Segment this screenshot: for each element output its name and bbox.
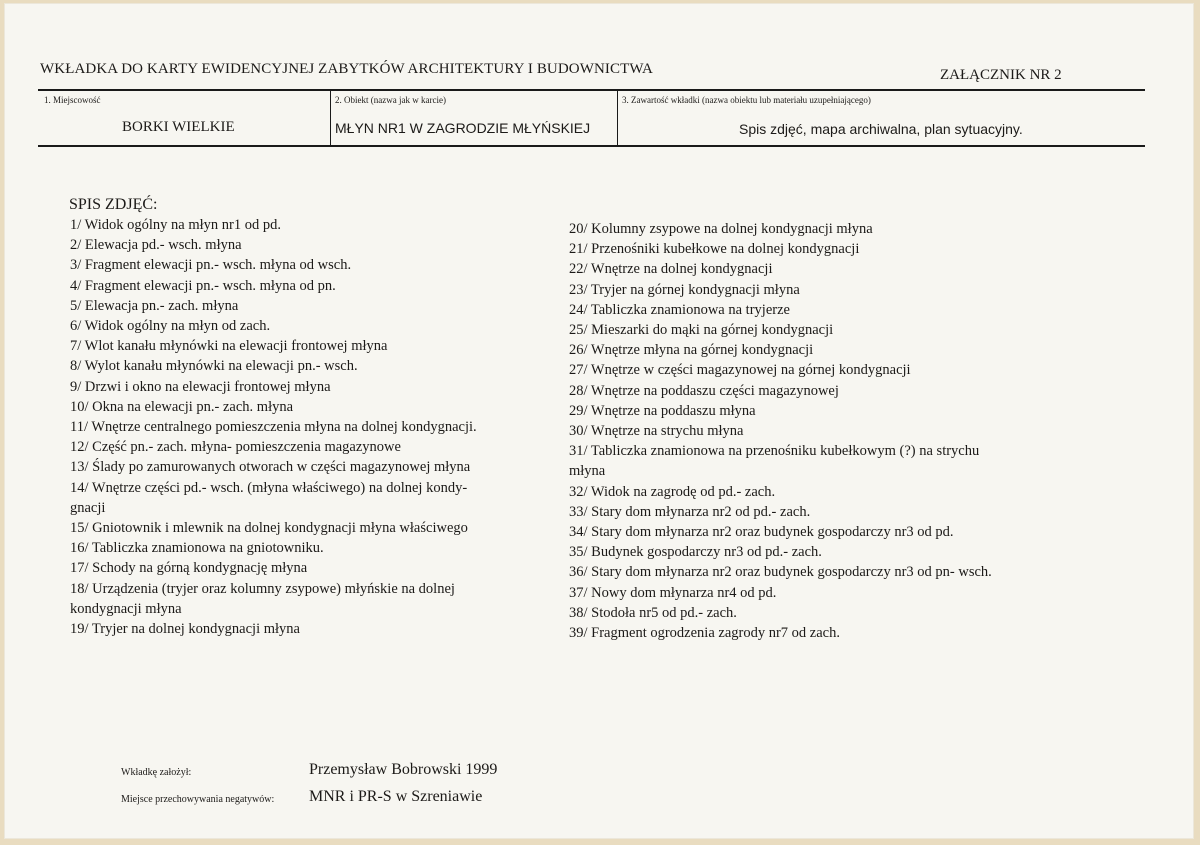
document-page (4, 3, 1194, 839)
author-value: Przemysław Bobrowski 1999 (309, 761, 498, 778)
locality-value: BORKI WIELKIE (122, 119, 235, 135)
object-value: MŁYN NR1 W ZAGRODZIE MŁYŃSKIEJ (335, 120, 591, 136)
photo-list-item: 22/ Wnętrze na dolnej kondygnacji (569, 261, 773, 278)
photo-list-item: 30/ Wnętrze na strychu młyna (569, 423, 744, 440)
photo-list-item: 18/ Urządzenia (tryjer oraz kolumny zsypowe) młyńskie na dolnej (70, 580, 455, 597)
photo-list-item: 14/ Wnętrze części pd.- wsch. (młyna właściwego) na dolnej kondy- (70, 479, 468, 496)
photo-list-item: 6/ Widok ogólny na młyn od zach. (70, 318, 271, 335)
photo-list-item: 21/ Przenośniki kubełkowe na dolnej kondygnacji (569, 241, 860, 258)
storage-label: Miejsce przechowywania negatywów: (121, 794, 275, 805)
photo-list-item: 3/ Fragment elewacji pn.- wsch. młyna od wsch. (70, 257, 352, 274)
photo-list-item: 29/ Wnętrze na poddaszu młyna (569, 402, 756, 419)
photo-list-item: 32/ Widok na zagrodę od pd.- zach. (569, 483, 776, 500)
photo-list-item: 20/ Kolumny zsypowe na dolnej kondygnacji młyna (569, 221, 873, 237)
photo-list-item: 9/ Drzwi i okno na elewacji frontowej młyna (70, 378, 331, 395)
photo-list-item: młyna (569, 463, 606, 480)
photo-list-item: 12/ Część pn.- zach. młyna- pomieszczenia magazynowe (70, 439, 401, 456)
photo-list-item: 36/ Stary dom młynarza nr2 oraz budynek gospodarczy nr3 od pn- wsch. (569, 564, 992, 581)
photo-list-left-column (70, 215, 548, 639)
photo-list-item: 13/ Ślady po zamurowanych otworach w części magazynowej młyna (70, 459, 471, 476)
object-label: 2. Obiekt (nazwa jak w karcie) (335, 95, 446, 105)
photo-list-item: 27/ Wnętrze w części magazynowej na górnej kondygnacji (569, 362, 911, 379)
contents-value: Spis zdjęć, mapa archiwalna, plan sytuacyjny. (739, 121, 1023, 137)
photo-list-item: 37/ Nowy dom młynarza nr4 od pd. (569, 584, 777, 601)
photo-list-item: 25/ Mieszarki do mąki na górnej kondygnacji (569, 322, 834, 339)
photo-list-item: 8/ Wylot kanału młynówki na elewacji pn.- wsch. (70, 358, 358, 375)
annex-number: ZAŁĄCZNIK NR 2 (940, 67, 1062, 83)
photo-list-item: 31/ Tabliczka znamionowa na przenośniku kubełkowym (?) na strychu (569, 443, 980, 460)
photo-list-item: 33/ Stary dom młynarza nr2 od pd.- zach. (569, 503, 811, 520)
photo-list-item: 10/ Okna na elewacji pn.- zach. młyna (70, 398, 294, 415)
contents-label: 3. Zawartość wkładki (nazwa obiektu lub materiału uzupełniającego) (622, 95, 871, 105)
photo-list-item: 19/ Tryjer na dolnej kondygnacji młyna (70, 621, 300, 638)
photo-list-item: 16/ Tabliczka znamionowa na gniotowniku. (70, 540, 324, 557)
header-bottom-rule (38, 145, 1145, 147)
header-top-rule (38, 89, 1145, 91)
storage-value: MNR i PR-S w Szreniawie (309, 788, 483, 805)
photo-list-item: 26/ Wnętrze młyna na górnej kondygnacji (569, 342, 814, 359)
photo-list-item: gnacji (70, 499, 106, 516)
author-label: Wkładkę założył: (121, 767, 192, 778)
photo-list-item: 39/ Fragment ogrodzenia zagrody nr7 od zach. (569, 625, 840, 642)
photo-list-item: 5/ Elewacja pn.- zach. młyna (70, 297, 239, 314)
photo-list-item: 24/ Tabliczka znamionowa na tryjerze (569, 301, 790, 318)
field-divider (617, 91, 618, 145)
photo-list-item: 1/ Widok ogólny na młyn nr1 od pd. (70, 217, 282, 233)
photo-list-right-column (569, 219, 1089, 643)
photo-list-item: 23/ Tryjer na górnej kondygnacji młyna (569, 281, 800, 298)
photo-list-title: SPIS ZDJĘĆ: (69, 196, 158, 213)
photo-list-item: 34/ Stary dom młynarza nr2 oraz budynek gospodarczy nr3 od pd. (569, 524, 954, 541)
document-title: WKŁADKA DO KARTY EWIDENCYJNEJ ZABYTKÓW ARCHITEKTURY I BUDOWNICTWA (40, 61, 653, 77)
photo-list-item: 17/ Schody na górną kondygnację młyna (70, 560, 308, 577)
field-divider (330, 91, 331, 145)
photo-list-item: 4/ Fragment elewacji pn.- wsch. młyna od pn. (70, 277, 336, 294)
photo-list-item: kondygnacji młyna (70, 600, 182, 617)
photo-list-item: 35/ Budynek gospodarczy nr3 od pd.- zach. (569, 544, 822, 561)
photo-list-item: 28/ Wnętrze na poddaszu części magazynowej (569, 382, 839, 399)
photo-list-item: 15/ Gniotownik i mlewnik na dolnej kondygnacji młyna właściwego (70, 520, 468, 537)
photo-list-item: 7/ Wlot kanału młynówki na elewacji frontowej młyna (70, 338, 388, 355)
photo-list-item: 11/ Wnętrze centralnego pomieszczenia młyna na dolnej kondygnacji. (70, 419, 477, 436)
photo-list-item: 38/ Stodoła nr5 od pd.- zach. (569, 604, 737, 621)
photo-list-item: 2/ Elewacja pd.- wsch. młyna (70, 237, 242, 254)
locality-label: 1. Miejscowość (44, 95, 101, 105)
